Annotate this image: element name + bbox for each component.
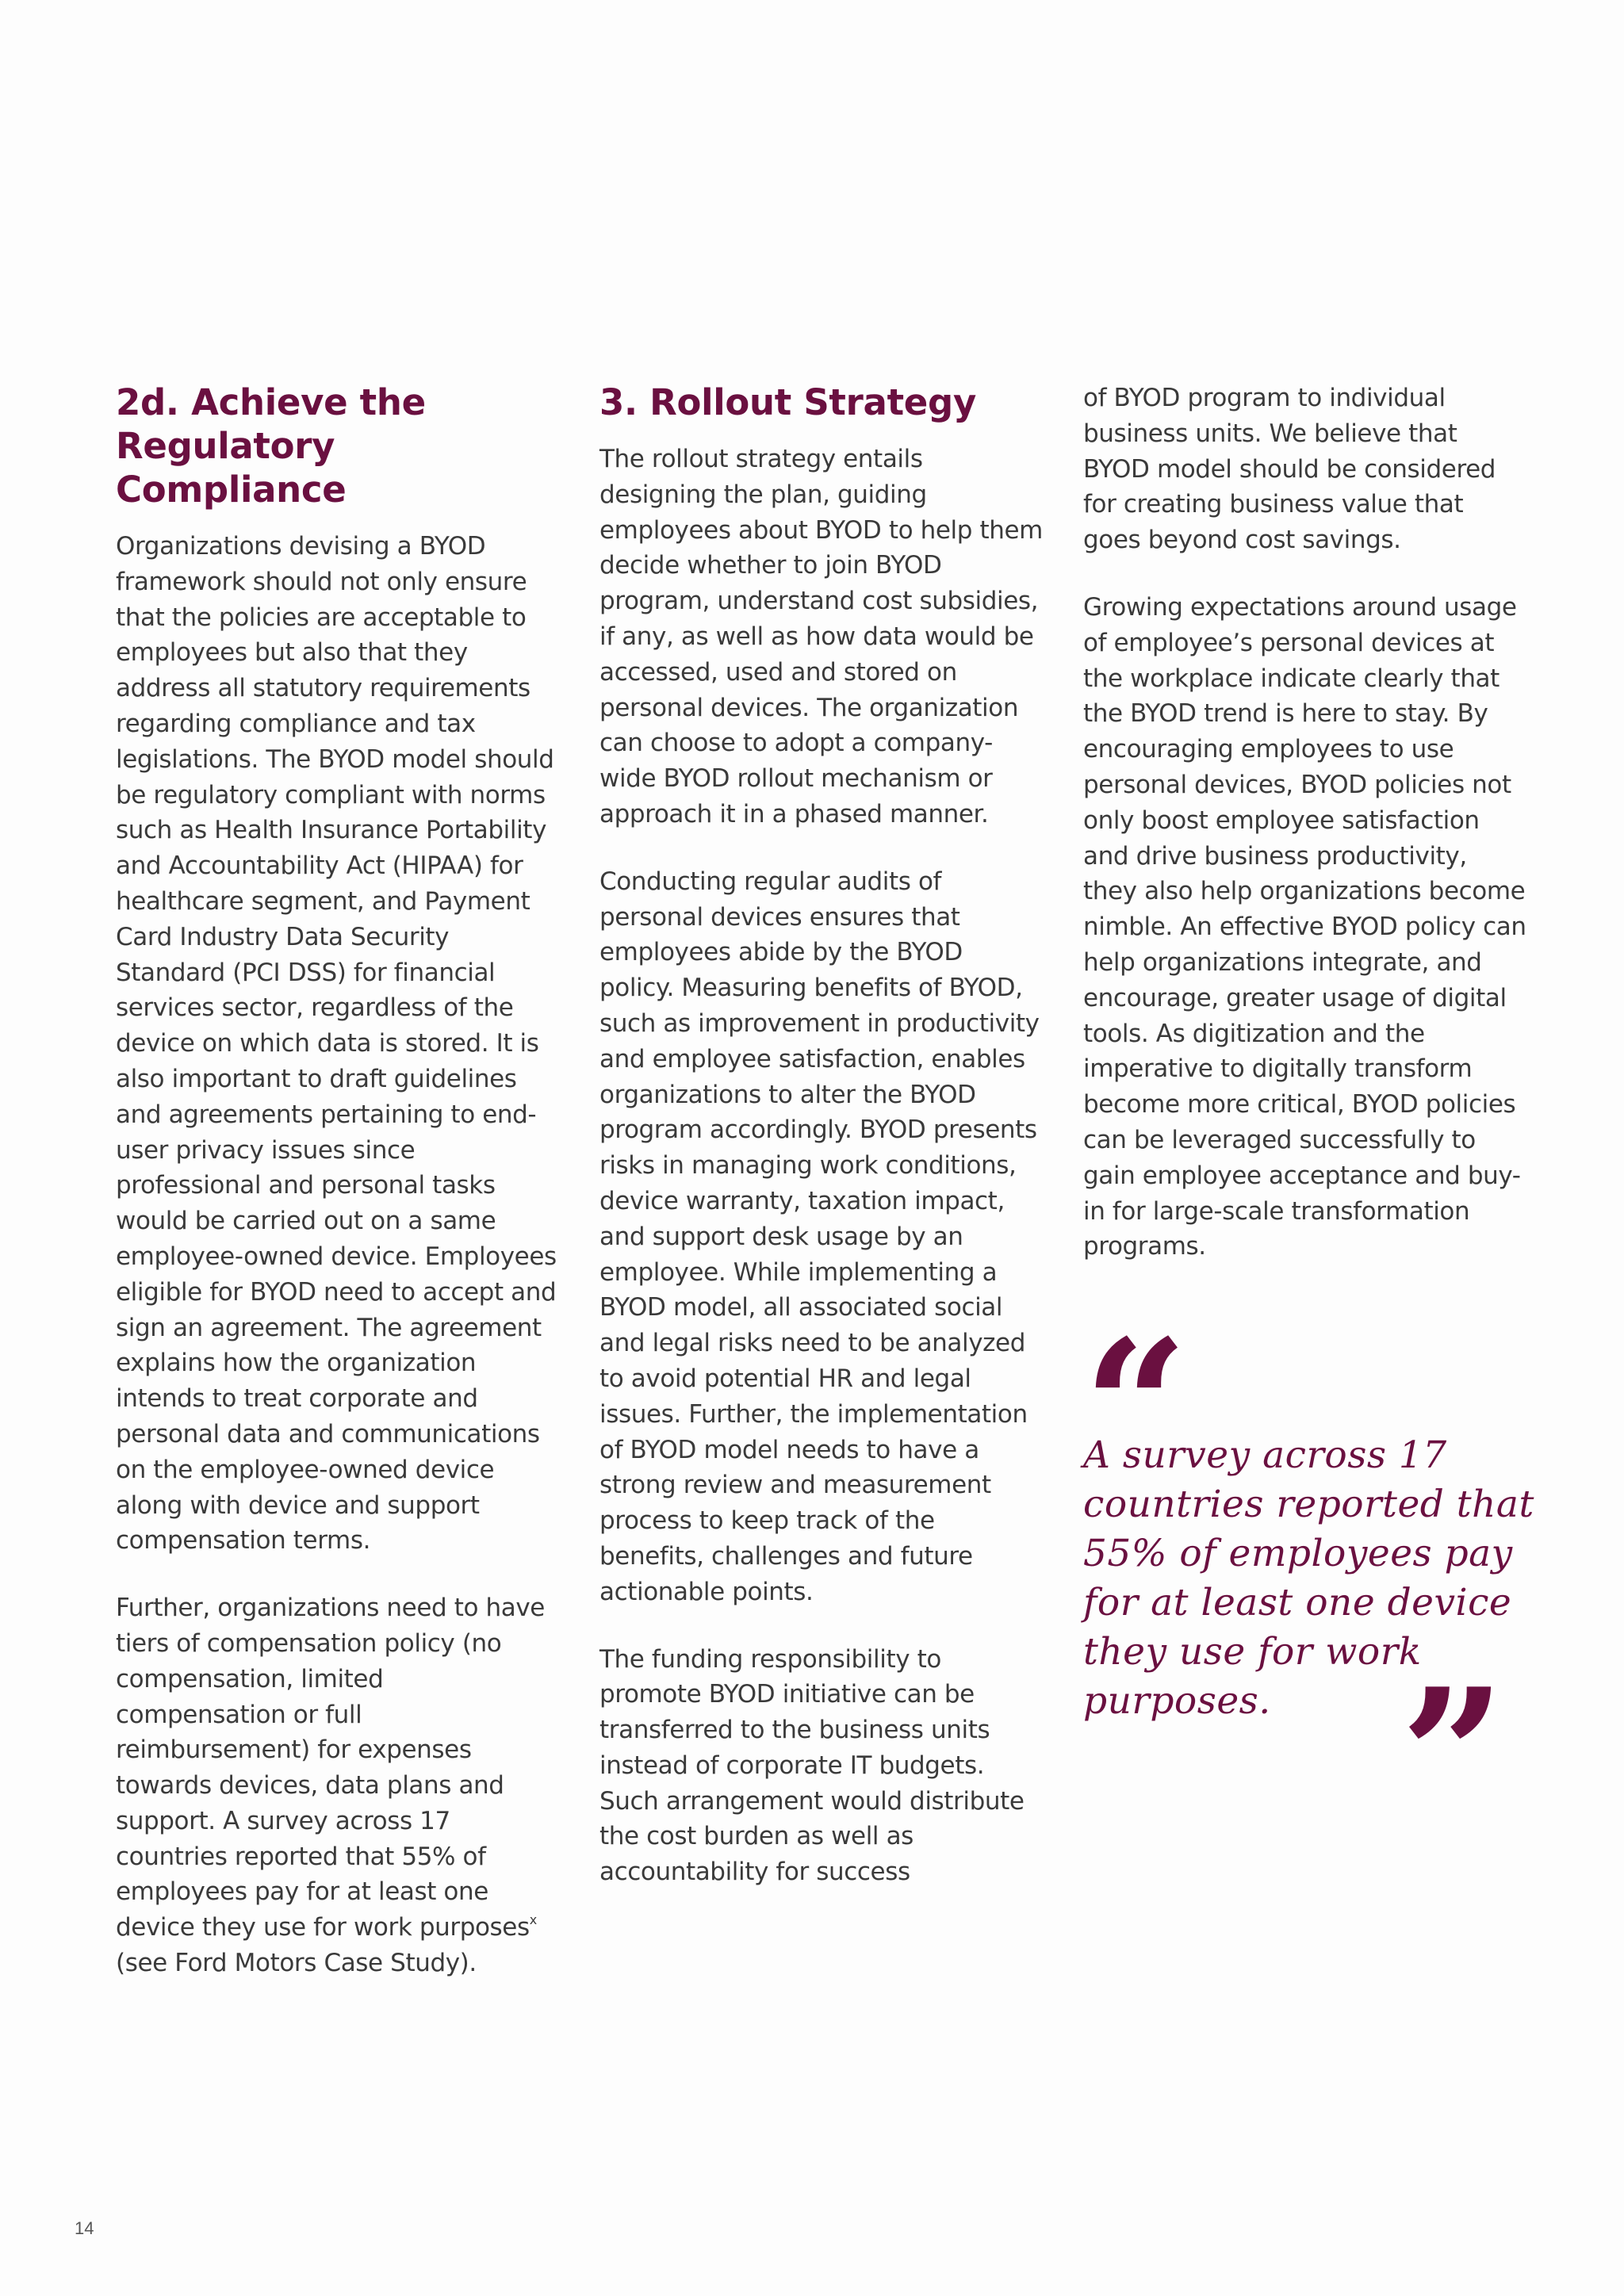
section-2d-paragraph-2	[116, 1590, 560, 1981]
section-2d-paragraph-2-text: Further, organizations need to have tiers of compensation policy (no compensation, limited compensation or full reimbursement) for expenses towards devices, data plans and support. A survey across 17 countries reported that 55% of employees pay for at least one device they use for work purposes	[116, 1594, 545, 1942]
section-2d-paragraph-2-tail: (see Ford Motors Case Study).	[116, 1949, 477, 1978]
close-quote-icon: ”	[1400, 1649, 1506, 1863]
section-3-paragraph-3: The funding responsibility to promote BYOD initiative can be transferred to the business units instead of corporate IT budgets. Such arrangement would distribute the cost burden as well as accountability for success	[599, 1644, 1025, 1887]
section-3-continued-paragraph-1: of BYOD program to individual business units. We believe that BYOD model should be considered for creating business value that goes beyond cost savings.	[1083, 384, 1496, 555]
section-3-continued-paragraph-2: Growing expectations around usage of employee’s personal devices at the workplace indicate clearly that the BYOD trend is here to stay. By encouraging employees to use personal devices, BYOD policies not only boost employee satisfaction and drive business productivity, they also help organizations become nimble. An effective BYOD policy can help organizations integrate, and encourage, greater usage of digital tools. As digitization and the imperative to digitally transform become more critical, BYOD policies can be leveraged successfully to gain employee acceptance and buy-in for large-scale transformation programs.	[1083, 592, 1526, 1261]
column-middle	[599, 381, 1044, 1922]
open-quote-icon: “	[1083, 1300, 1189, 1514]
pull-quote	[1083, 1300, 1543, 1863]
footnote-marker: x	[529, 1912, 537, 1928]
pull-quote-text: A survey across 17 countries reported that 55% of employees pay for at least one device they use for work purposes.	[1083, 1433, 1534, 1723]
section-2d-heading: 2d. Achieve the Regulatory Compliance	[116, 381, 426, 511]
column-left	[116, 381, 560, 2013]
section-3-paragraph-1: The rollout strategy entails designing the plan, guiding employees about BYOD to help them decide whether to join BYOD program, understand cost subsidies, if any, as well as how data would be accessed, used and stored on personal devices. The organization can choose to adopt a company-wide BYOD rollout mechanism or approach it in a phased manner.	[599, 445, 1043, 828]
page-number: 14	[75, 2218, 94, 2238]
column-right	[1083, 381, 1527, 1296]
section-2d-paragraph-1: Organizations devising a BYOD framework should not only ensure that the policies are acceptable to employees but also that they address all statutory requirements regarding compliance and tax legislations. The BYOD model should be regulatory compliant with norms such as Health Insurance Portability and Accountability Act (HIPAA) for healthcare segment, and Payment Card Industry Data Security Standard (PCI DSS) for financial services sector, regardless of the device on which data is stored. It is also important to draft guidelines and agreements pertaining to end-user privacy issues since professional and personal tasks would be carried out on a same employee-owned device. Employees eligible for BYOD need to accept and sign an agreement. The agreement explains how the organization intends to treat corporate and personal data and communications on the employee-owned device along with device and support compensation terms.	[116, 532, 557, 1556]
section-3-heading: 3. Rollout Strategy	[599, 381, 976, 423]
section-3-paragraph-2: Conducting regular audits of personal devices ensures that employees abide by the BYOD policy. Measuring benefits of BYOD, such as improvement in productivity and employee satisfaction, enables organizations to alter the BYOD program accordingly. BYOD presents risks in managing work conditions, device warranty, taxation impact, and support desk usage by an employee. While implementing a BYOD model, all associated social and legal risks need to be analyzed to avoid potential HR and legal issues. Further, the implementation of BYOD model needs to have a strong review and measurement process to keep track of the benefits, challenges and future actionable points.	[599, 867, 1040, 1606]
